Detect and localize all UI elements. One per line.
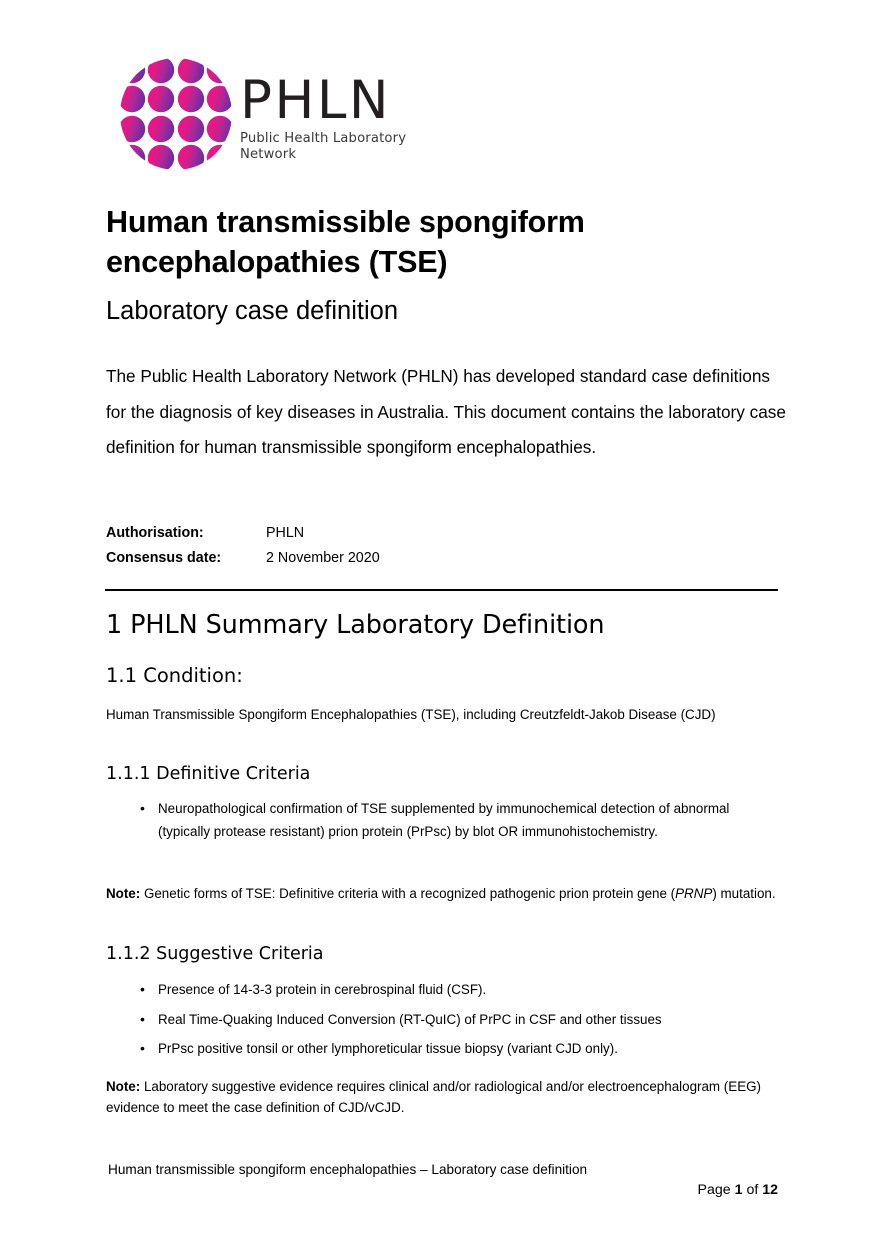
note-text-part-2: ) mutation. (712, 886, 776, 901)
list-item (106, 979, 781, 1002)
page-prefix: Page (697, 1182, 735, 1198)
header-divider (105, 589, 778, 591)
bullet-icon: • (140, 981, 145, 997)
suggestive-criteria-list (106, 979, 781, 1068)
list-item-label: PrPsc positive tonsil or other lymphoreticular tissue biopsy (variant CJD only). (158, 1041, 618, 1056)
note-label: Note: (106, 886, 141, 901)
authorisation-row (106, 521, 556, 546)
heading-section-1-1-2: 1.1.2 Suggestive Criteria (106, 944, 324, 964)
condition-text: Human Transmissible Spongiform Encephalopathies (TSE), including Creutzfeldt-Jakob Disease (CJD) (106, 707, 716, 722)
list-item (106, 798, 781, 843)
heading-section-1-1: 1.1 Condition: (106, 664, 243, 687)
phln-acronym: PHLN (240, 70, 391, 131)
footer-document-name: Human transmissible spongiform encephalopathies – Laboratory case definition (108, 1162, 588, 1177)
list-item-label: Neuropathological confirmation of TSE supplemented by immunochemical detection of abnormal (typically protease resistant) prion protein (PrPsc) by blot OR immunohistochemistry. (158, 801, 730, 839)
page-title: Human transmissible spongiform encephalopathies (TSE) (106, 205, 585, 279)
definitive-criteria-list (106, 798, 781, 843)
heading-section-1: 1 PHLN Summary Laboratory Definition (106, 610, 605, 640)
consensus-date-row (106, 546, 556, 571)
note-suggestive-evidence (106, 1076, 781, 1118)
gene-name: PRNP (675, 886, 713, 901)
list-item-label: Real Time-Quaking Induced Conversion (RT-QuIC) of PrPC in CSF and other tissues (158, 1011, 662, 1027)
list-item (106, 1009, 781, 1032)
phln-tagline: Public Health Laboratory Network (240, 131, 407, 162)
intro-paragraph: The Public Health Laboratory Network (PHLN) has developed standard case definitions for the diagnosis of key diseases in Australia. This document contains the laboratory case definition for human transmissible spongiform encephalopathies. (106, 366, 786, 457)
page-total: 12 (762, 1182, 778, 1198)
note-text: Laboratory suggestive evidence requires clinical and/or radiological and/or electroencephalogram (EEG) evidence to meet the case definition of CJD/vCJD. (106, 1079, 761, 1115)
heading-section-1-1-1: 1.1.1 Definitive Criteria (106, 764, 311, 784)
page-subtitle: Laboratory case definition (106, 297, 399, 325)
bullet-icon: • (140, 800, 145, 816)
authorisation-value: PHLN (266, 525, 305, 541)
phln-dots-logo-icon (118, 56, 234, 172)
note-label: Note: (106, 1079, 141, 1094)
document-metadata (106, 521, 556, 570)
footer-page-number (400, 1180, 778, 1200)
phln-logo (118, 56, 448, 174)
authorisation-label: Authorisation: (106, 525, 204, 541)
consensus-date-label: Consensus date: (106, 549, 222, 566)
phln-wordmark (240, 70, 450, 163)
bullet-icon: • (140, 1040, 145, 1056)
page-current: 1 (734, 1182, 743, 1198)
consensus-date-value: 2 November 2020 (266, 549, 380, 566)
note-genetic-forms (106, 883, 781, 904)
note-text-part-1: Genetic forms of TSE: Definitive criteria with a recognized pathogenic prion protein gene ( (140, 886, 676, 901)
bullet-icon: • (140, 1010, 145, 1027)
page-middle: of (742, 1182, 763, 1198)
list-item (106, 1038, 781, 1061)
list-item-label: Presence of 14-3-3 protein in cerebrospinal fluid (CSF). (158, 982, 487, 997)
